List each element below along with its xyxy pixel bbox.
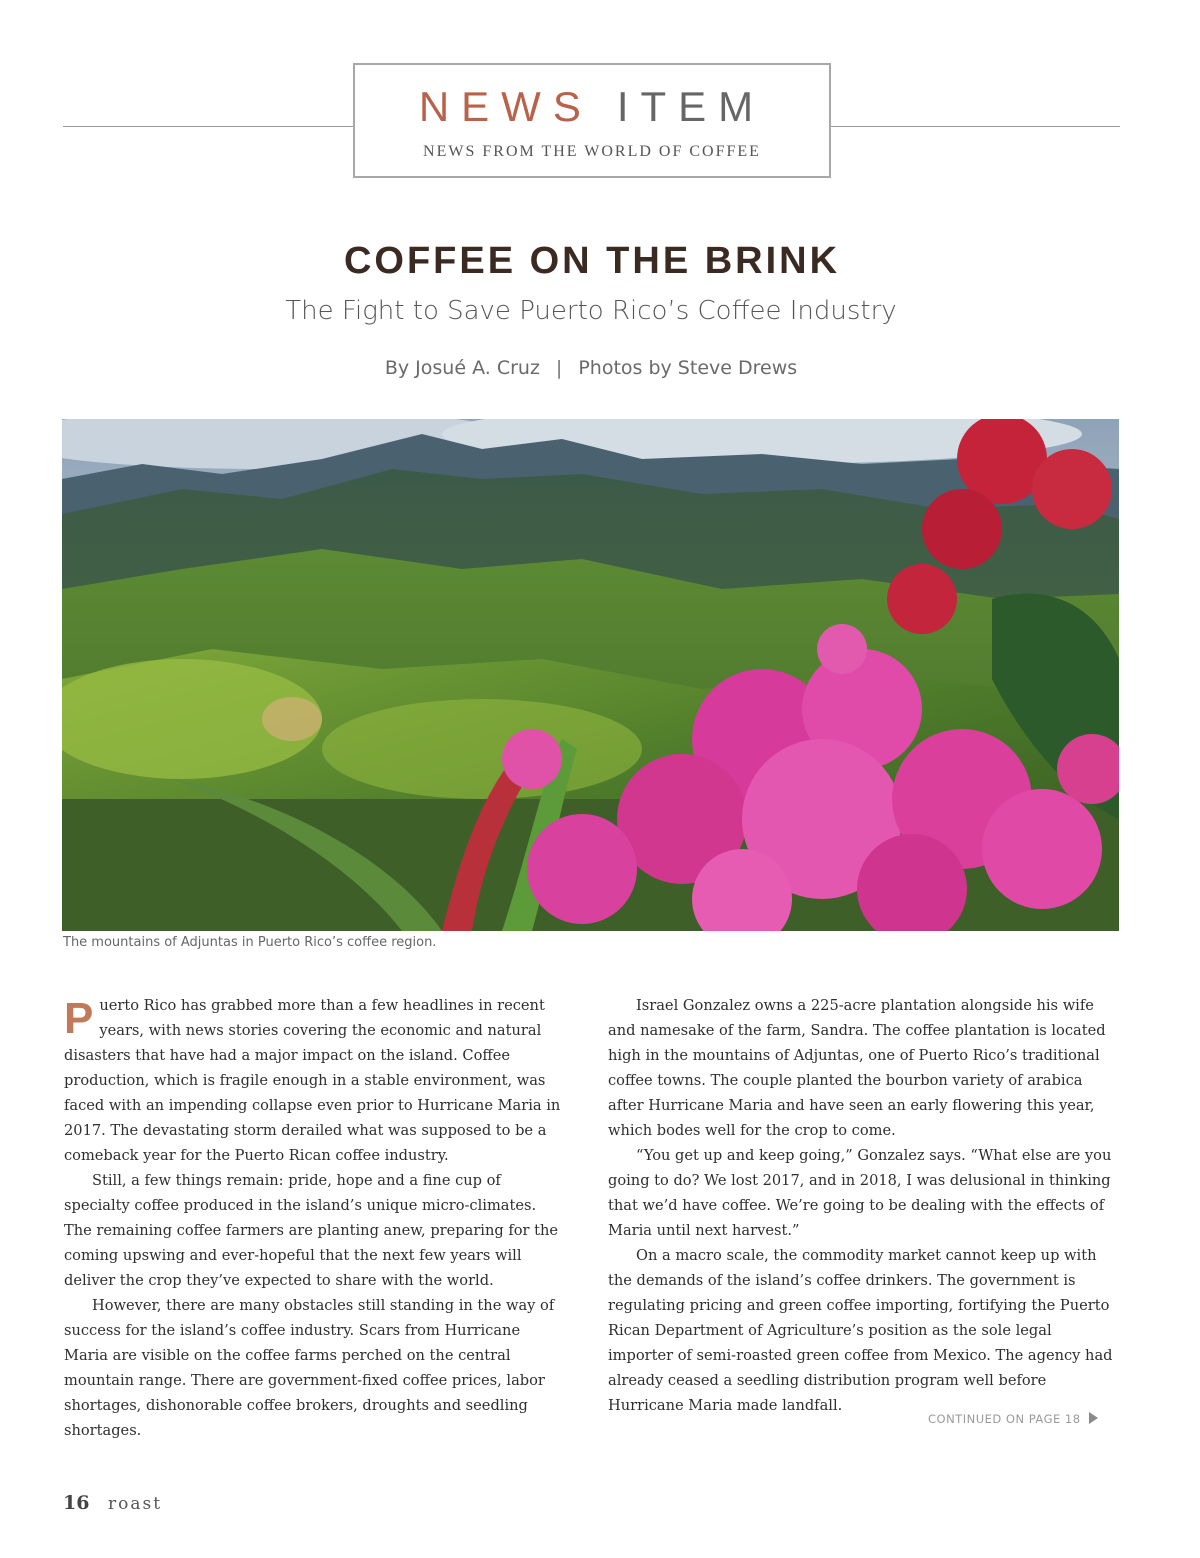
article-column-right (608, 993, 1116, 1418)
paragraph: On a macro scale, the commodity market cannot keep up with the demands of the island’s coffee drinkers. The government is regulating pricing and green coffee importing, fortifying the Puerto Rican Department of Agriculture’s position as the sole legal importer of semi-roasted green coffee from Mexico. The agency had already ceased a seedling distribution program well before Hurricane Maria made landfall. (608, 1247, 1113, 1414)
paragraph-text: uerto Rico has grabbed more than a few headlines in recent years, with news stories covering the economic and natural disasters that have had a major impact on the island. Coffee production, which is fragile enough in a stable environment, was faced with an impending collapse even prior to Hurricane Maria in 2017. The devastating storm derailed what was supposed to be a comeback year for the Puerto Rican coffee industry. (64, 997, 561, 1164)
paragraph: “You get up and keep going,” Gonzalez says. “What else are you going to do? We lost 2017, and in 2018, I was delusional in thinking that we’d have coffee. We’re going to be dealing with the effects of Maria until next harvest.” (608, 1147, 1112, 1239)
byline (0, 357, 1182, 379)
header-rule-left (63, 126, 355, 127)
author-credit: By Josué A. Cruz (384, 357, 540, 379)
article-subheadline: The Fight to Save Puerto Rico’s Coffee Industry (285, 296, 897, 326)
magazine-name: roast (108, 1494, 163, 1514)
photo-credit: Photos by Steve Drews (578, 357, 798, 379)
drop-cap: P (64, 994, 94, 1043)
section-banner (353, 63, 831, 178)
section-subtitle: NEWS FROM THE WORLD OF COFFEE (423, 143, 761, 160)
continued-text: CONTINUED ON PAGE 18 (928, 1412, 1081, 1426)
hero-photo (62, 419, 1119, 931)
continued-link[interactable] (928, 1412, 1098, 1426)
paragraph: Israel Gonzalez owns a 225-acre plantation alongside his wife and namesake of the farm, Sandra. The coffee plantation is located high in the mountains of Adjuntas, one of Puerto Rico’s traditional coffee towns. The couple planted the bourbon variety of arabica after Hurricane Maria and have seen an early flowering this year, which bodes well for the crop to come. (608, 997, 1106, 1139)
mountain-landscape-image (62, 419, 1119, 931)
play-arrow-icon (1089, 1412, 1098, 1424)
section-title-news: NEWS (418, 83, 593, 130)
photo-caption: The mountains of Adjuntas in Puerto Rico’s coffee region. (63, 935, 437, 950)
article-headline: COFFEE ON THE BRINK (343, 240, 841, 282)
paragraph: Still, a few things remain: pride, hope and a fine cup of specialty coffee produced in the island’s unique micro-climates. The remaining coffee farmers are planting anew, preparing for the coming upswing and ever-hopeful that the next few years will deliver the crop they’ve expected to share with the world. (64, 1172, 559, 1289)
header-rule-right (830, 126, 1120, 127)
section-title (355, 83, 829, 131)
paragraph (64, 993, 566, 1168)
article-column-left (64, 993, 566, 1443)
section-title-item: ITEM (616, 83, 766, 130)
page-number: 16 (63, 1492, 90, 1514)
byline-separator: | (555, 357, 563, 379)
paragraph: However, there are many obstacles still standing in the way of success for the island’s coffee industry. Scars from Hurricane Maria are visible on the coffee farms perched on the central mountain range. There are government-fixed coffee prices, labor shortages, dishonorable coffee brokers, droughts and seedling shortages. (64, 1297, 555, 1439)
